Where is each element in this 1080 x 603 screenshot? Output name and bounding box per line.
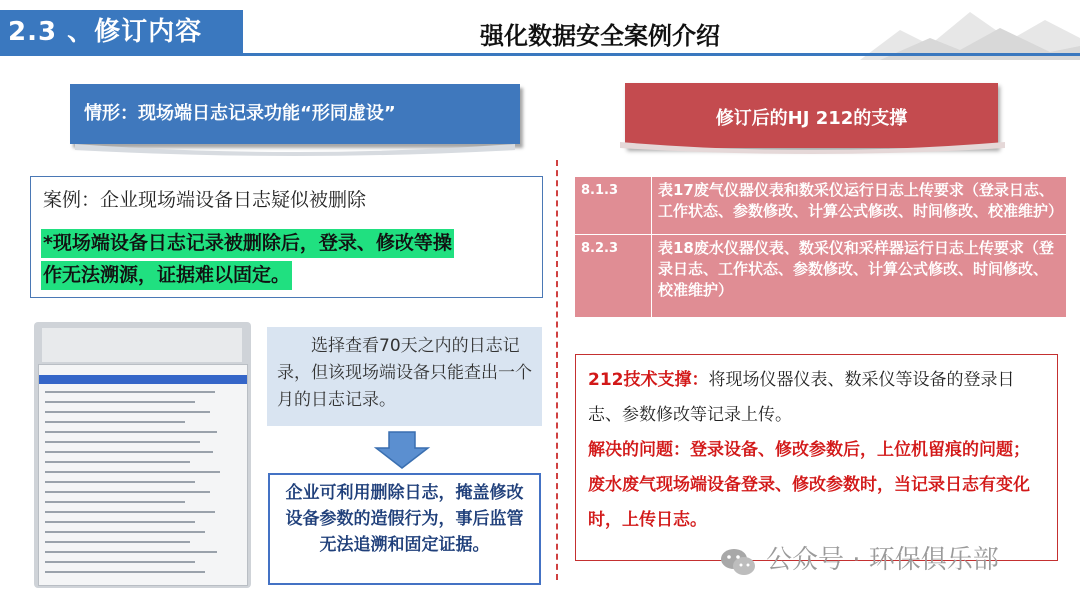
clause-text: 表17废气仪器仪表和数采仪运行日志上传要求（登录日志、工作状态、参数修改、计算公式修改、时间修改、校准维护）	[652, 177, 1067, 235]
watermark-text: 公众号 · 环保俱乐部	[766, 545, 999, 575]
down-arrow-icon	[372, 430, 432, 470]
clause-number: 8.2.3	[575, 235, 652, 318]
table-row	[575, 177, 1067, 235]
case-highlight: *现场端设备日志记录被删除后，登录、修改等操	[41, 229, 454, 258]
watermark	[720, 543, 1060, 581]
section-number: 2.3 、修订内容	[0, 10, 243, 55]
header-rule	[0, 53, 1080, 56]
conclusion-box: 企业可利用删除日志，掩盖修改设备参数的造假行为，事后监管无法追溯和固定证据。	[268, 473, 541, 585]
support-label: 212技术支撑：	[588, 370, 709, 390]
clause-text: 表18废水仪器仪表、数采仪和采样器运行日志上传要求（登录日志、工作状态、参数修改、计算公式修改、时间修改、校准维护）	[652, 235, 1067, 318]
problem-text: 登录设备、修改参数后，上位机留痕的问题；废水废气现场端设备登录、修改参数时，当记录日志有变化时，上传日志。	[588, 440, 1030, 530]
situation-banner: 情形：现场端日志记录功能“形同虚设”	[70, 84, 520, 144]
table-row	[575, 235, 1067, 318]
background-mountains	[860, 0, 1080, 60]
column-divider	[556, 160, 558, 580]
page-title: 强化数据安全案例介绍	[480, 22, 720, 50]
support-box	[575, 354, 1058, 561]
case-highlight: 作无法溯源，证据难以固定。	[41, 261, 292, 290]
revised-banner: 修订后的HJ 212的支撑	[625, 83, 998, 148]
log-screenshot-photo	[34, 322, 251, 588]
support-text: 将现场仪器仪表、数采仪等设备的登录日志、参数修改等记录上传。	[588, 370, 1015, 425]
case-box	[30, 176, 543, 298]
problem-label: 解决的问题：	[588, 440, 690, 460]
wechat-icon	[720, 547, 756, 577]
clause-number: 8.1.3	[575, 177, 652, 235]
info-callout: 选择查看70天之内的日志记录，但该现场端设备只能查出一个月的日志记录。	[267, 327, 542, 426]
banner-shadow	[615, 142, 1010, 156]
requirements-table	[574, 176, 1067, 318]
case-title: 案例：企业现场端设备日志疑似被删除	[43, 189, 367, 211]
banner-shadow	[70, 144, 520, 158]
